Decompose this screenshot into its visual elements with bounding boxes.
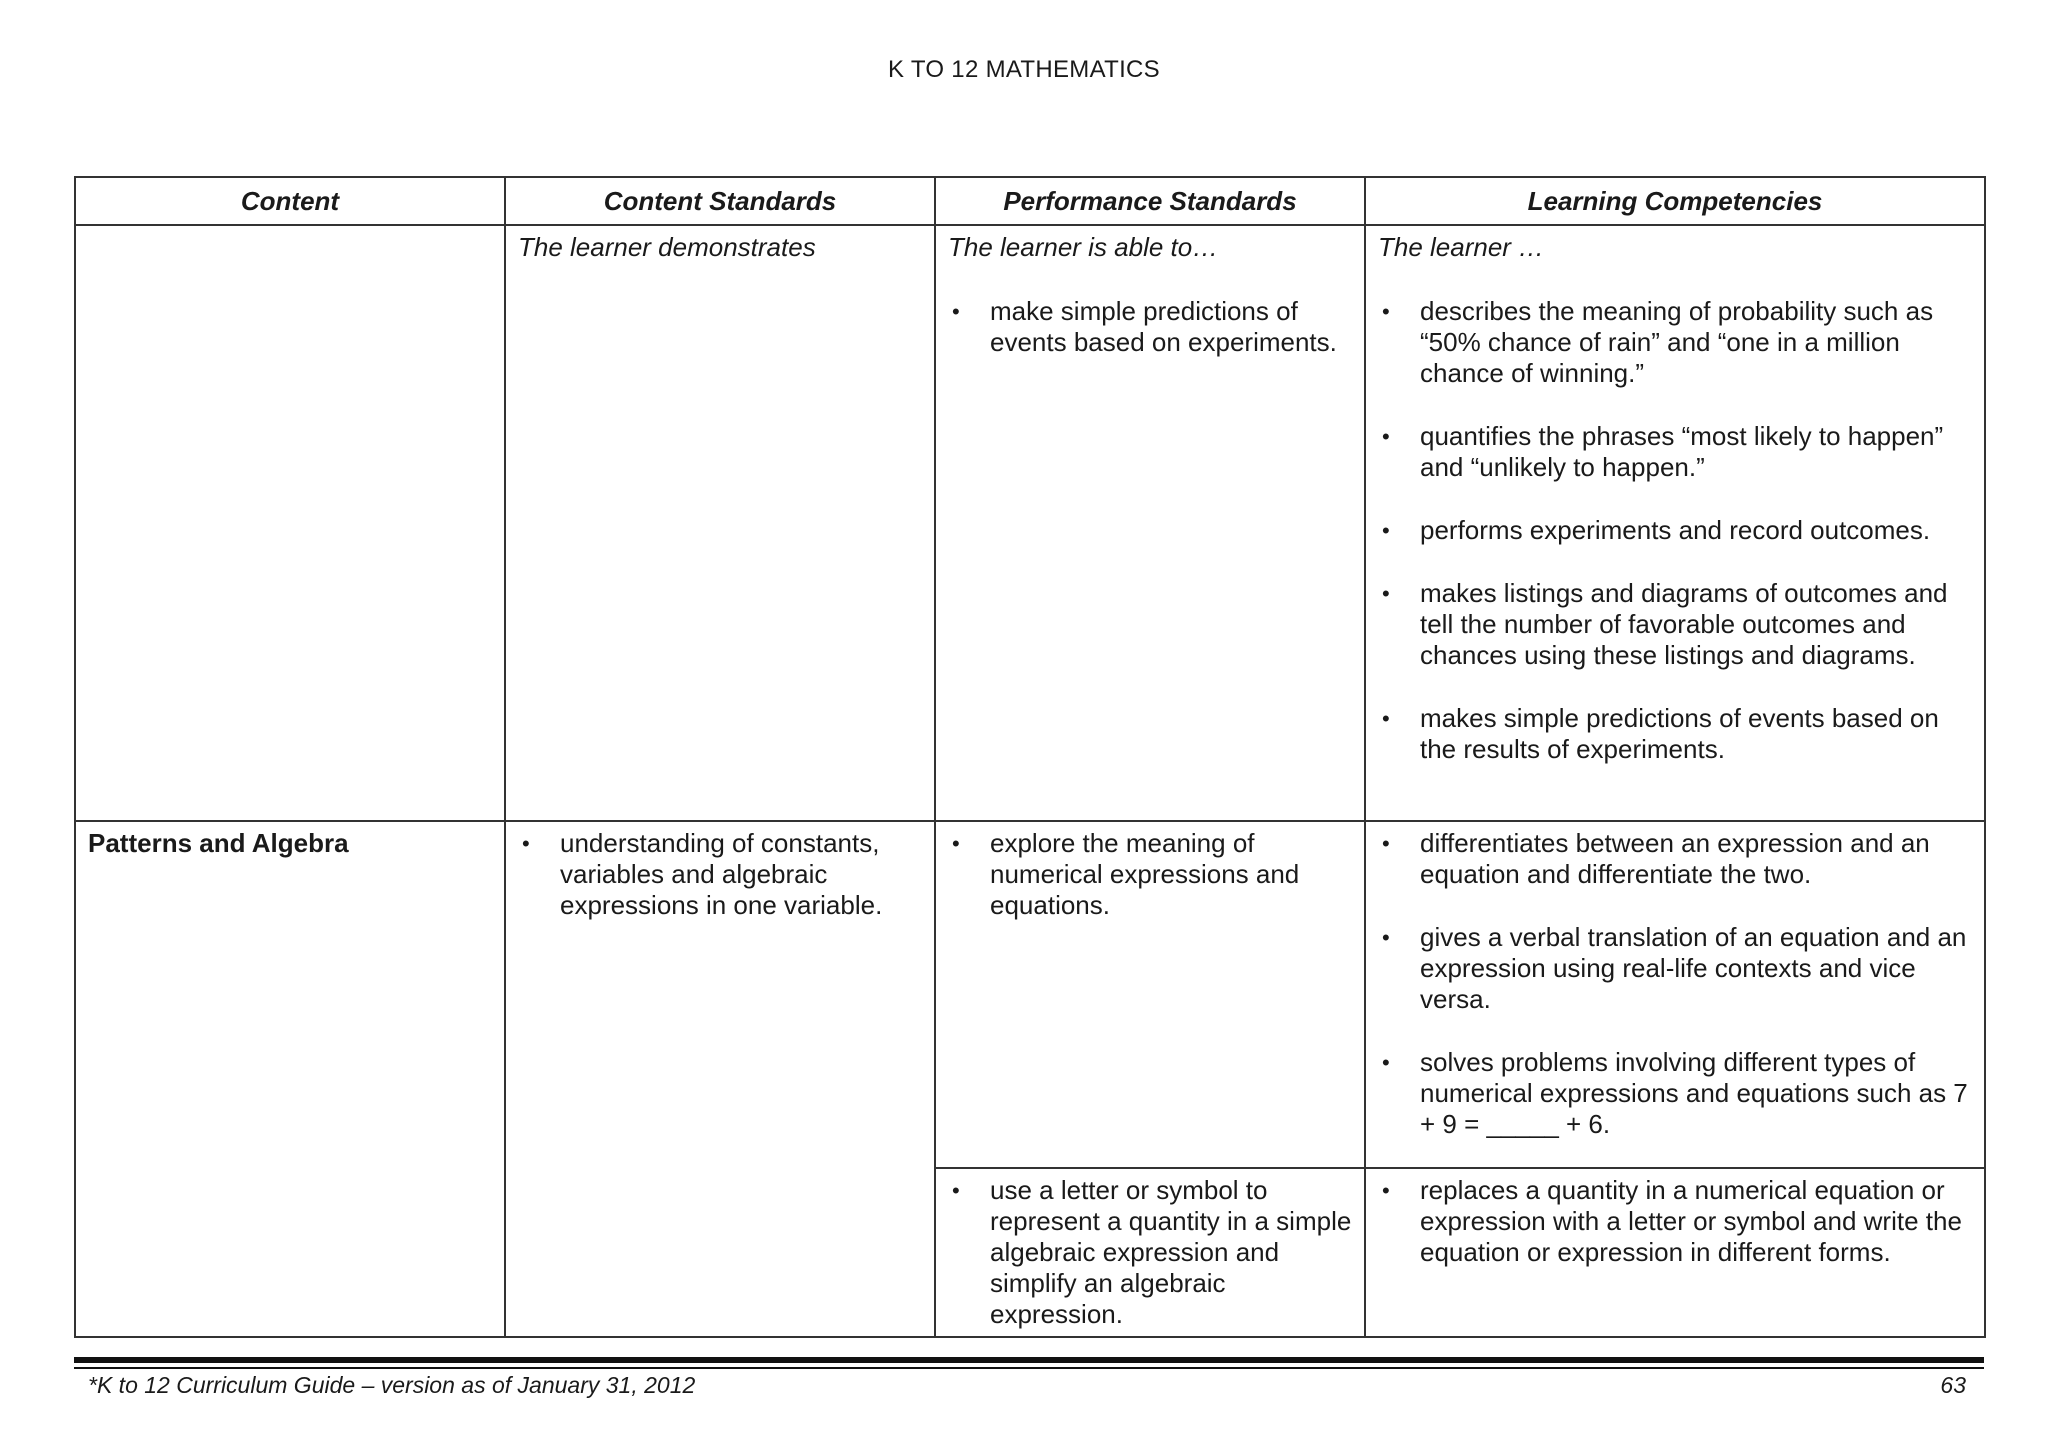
list-item: • understanding of constants, variables and algebraic expressions in one variable. bbox=[518, 828, 922, 921]
list-item: • gives a verbal translation of an equation and an expression using real-life contexts and vice versa. bbox=[1378, 922, 1972, 1015]
column-header-performance-standards: Performance Standards bbox=[935, 177, 1365, 225]
content-standards-lead: The learner demonstrates bbox=[518, 232, 816, 262]
footer-curriculum-note: *K to 12 Curriculum Guide – version as of January 31, 2012 bbox=[88, 1372, 696, 1398]
competencies-list bbox=[1378, 1175, 1972, 1268]
list-item: • quantifies the phrases “most likely to happen” and “unlikely to happen.” bbox=[1378, 421, 1972, 483]
column-header-learning-competencies: Learning Competencies bbox=[1365, 177, 1985, 225]
performance-list bbox=[948, 1175, 1352, 1330]
content-standards-cell bbox=[505, 225, 935, 821]
content-standards-list bbox=[518, 828, 922, 921]
footer-divider-thick bbox=[74, 1357, 1984, 1363]
curriculum-table bbox=[74, 176, 1986, 1338]
list-item: • solves problems involving different types of numerical expressions and equations such as 7 + 9 = _____ + 6. bbox=[1378, 1047, 1972, 1140]
content-cell bbox=[75, 225, 505, 821]
footer-divider-thin bbox=[74, 1367, 1984, 1369]
learning-competencies-cell bbox=[1365, 821, 1985, 1168]
list-item: • makes simple predictions of events based on the results of experiments. bbox=[1378, 703, 1972, 765]
list-item: • use a letter or symbol to represent a quantity in a simple algebraic expression and simplify an algebraic expression. bbox=[948, 1175, 1352, 1330]
competencies-list bbox=[1378, 296, 1972, 765]
page-header-title: K TO 12 MATHEMATICS bbox=[888, 56, 1160, 83]
performance-standards-cell bbox=[935, 1168, 1365, 1337]
performance-list bbox=[948, 828, 1352, 921]
content-cell bbox=[75, 821, 505, 1337]
learning-competencies-cell bbox=[1365, 1168, 1985, 1337]
list-item: • make simple predictions of events based on experiments. bbox=[948, 296, 1352, 358]
performance-standards-cell bbox=[935, 821, 1365, 1168]
content-strand-label: Patterns and Algebra bbox=[88, 828, 349, 858]
list-item: • replaces a quantity in a numerical equation or expression with a letter or symbol and write the equation or expression in different forms. bbox=[1378, 1175, 1972, 1268]
competencies-list bbox=[1378, 828, 1972, 1140]
list-item: • explore the meaning of numerical expressions and equations. bbox=[948, 828, 1352, 921]
list-item: • makes listings and diagrams of outcomes and tell the number of favorable outcomes and chances using these listings and diagrams. bbox=[1378, 578, 1972, 671]
performance-standards-cell bbox=[935, 225, 1365, 821]
learning-competencies-cell bbox=[1365, 225, 1985, 821]
list-item: • describes the meaning of probability such as “50% chance of rain” and “one in a million chance of winning.” bbox=[1378, 296, 1972, 389]
list-item: • performs experiments and record outcomes. bbox=[1378, 515, 1972, 546]
column-header-content: Content bbox=[75, 177, 505, 225]
list-item: • differentiates between an expression and an equation and differentiate the two. bbox=[1378, 828, 1972, 890]
table-row bbox=[75, 225, 1985, 821]
competencies-lead: The learner … bbox=[1378, 232, 1545, 262]
table-header-row bbox=[75, 177, 1985, 225]
page-number: 63 bbox=[1940, 1372, 1966, 1398]
performance-list bbox=[948, 296, 1352, 358]
table-row bbox=[75, 821, 1985, 1168]
column-header-content-standards: Content Standards bbox=[505, 177, 935, 225]
content-standards-cell bbox=[505, 821, 935, 1337]
performance-lead: The learner is able to… bbox=[948, 232, 1219, 262]
